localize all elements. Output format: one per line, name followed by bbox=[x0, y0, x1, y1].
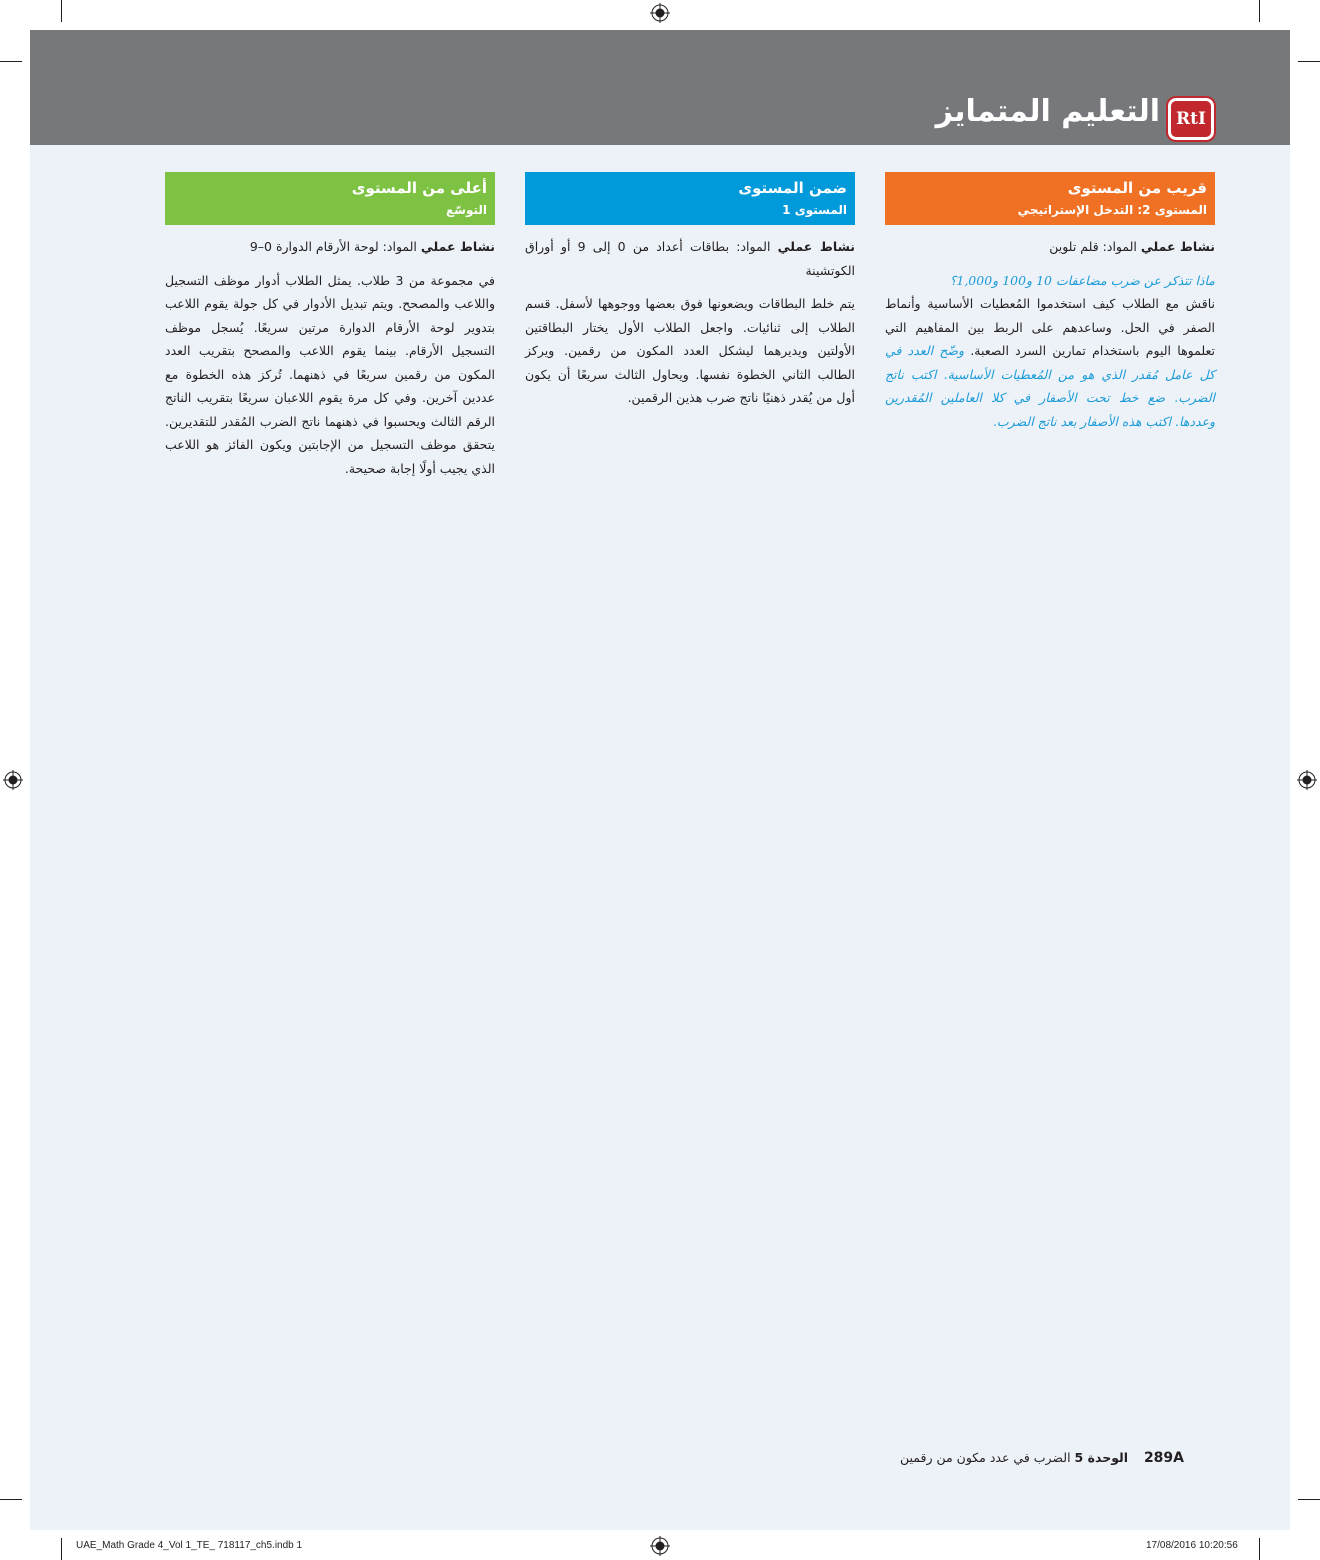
paragraph-blue-text: وضّح العدد في كل عامل مُقدر الذي هو من المُعطيات الأساسية. اكتب ناتج الضرب. ضع خط تحت الأصفار في كلا العاملين المُقدرين وعددها. اكتب هذه الأصفار بعد ناتج الضرب. bbox=[885, 343, 1215, 429]
activity-question: ماذا تتذكر عن ضرب مضاعفات 10 و100 و1,000؟ bbox=[949, 272, 1215, 288]
crop-mark bbox=[1298, 1499, 1320, 1500]
footer-lesson-title: الضرب في عدد مكون من رقمين bbox=[899, 1450, 1071, 1465]
crop-mark bbox=[1259, 0, 1260, 22]
crop-mark bbox=[1298, 61, 1320, 62]
activity-materials: المواد: بطاقات أعداد من 0 إلى 9 أو أوراق الكوتشينة bbox=[525, 239, 855, 278]
slug-file-name: UAE_Math Grade 4_Vol 1_TE_ 718117_ch5.indb 1 bbox=[76, 1540, 303, 1551]
crop-mark bbox=[61, 1538, 62, 1560]
column-header bbox=[525, 172, 855, 225]
crop-mark bbox=[0, 1499, 22, 1500]
registration-mark-icon bbox=[3, 770, 23, 790]
crop-mark bbox=[61, 0, 62, 22]
column-body bbox=[885, 225, 1215, 433]
crop-mark bbox=[1259, 1538, 1260, 1560]
column-beyond-level bbox=[165, 172, 495, 480]
paragraph-text: يتم خلط البطاقات ويضعونها فوق بعضها ووجوهها لأسفل. قسم الطلاب إلى ثنائيات. واجعل الطلاب الأول يختار البطاقتين الأولتين ويديرهما ليشكل العدد المكون من رقمين. ويركز الطالب الثاني الخطوة نفسها. ويحاول الثالث سريعًا أن يكون أول من يُقدر ذهنيًا ناتج ضرب هذين الرقمين. bbox=[525, 296, 855, 405]
column-body bbox=[525, 225, 855, 410]
activity-line bbox=[165, 235, 495, 259]
activity-line bbox=[885, 235, 1215, 259]
activity-paragraph bbox=[525, 292, 855, 410]
document-page bbox=[30, 30, 1290, 1530]
page-footer bbox=[900, 1450, 1184, 1466]
column-subheading: التوسّع bbox=[445, 203, 487, 217]
column-approaching-level bbox=[885, 172, 1215, 433]
column-heading: أعلى من المستوى bbox=[351, 179, 487, 197]
column-header bbox=[885, 172, 1215, 225]
activity-label: نشاط عملي bbox=[777, 239, 855, 254]
activity-line bbox=[525, 235, 855, 282]
activity-materials: المواد: قلم تلوين bbox=[1049, 239, 1137, 254]
activity-label: نشاط عملي bbox=[420, 239, 495, 254]
column-subheading: المستوى 2: التدخل الإستراتيجي bbox=[1017, 203, 1207, 217]
activity-paragraph bbox=[165, 269, 495, 481]
activity-paragraph bbox=[885, 292, 1215, 433]
registration-mark-icon bbox=[650, 3, 670, 23]
registration-mark-icon bbox=[650, 1536, 670, 1556]
column-on-level bbox=[525, 172, 855, 410]
column-body bbox=[165, 225, 495, 480]
page-title: التعليم المتمايز bbox=[935, 94, 1160, 129]
header-band bbox=[30, 30, 1290, 145]
column-subheading: المستوى 1 bbox=[782, 203, 847, 217]
crop-mark bbox=[0, 61, 22, 62]
column-heading: قريب من المستوى bbox=[1067, 179, 1207, 197]
rti-badge: RtI bbox=[1168, 98, 1214, 140]
registration-mark-icon bbox=[1297, 770, 1317, 790]
footer-lesson: الوحدة 5 bbox=[1074, 1450, 1129, 1465]
page-number: 289A bbox=[1143, 1450, 1184, 1466]
activity-materials: المواد: لوحة الأرقام الدوارة 0–9 bbox=[249, 239, 417, 254]
column-heading: ضمن المستوى bbox=[738, 179, 847, 197]
paragraph-text: ناقش مع الطلاب كيف استخدموا المُعطيات الأساسية وأنماط الصفر في الحل. وساعدهم على الربط بين المفاهيم التي تعلموها اليوم باستخدام تمارين السرد الصعبة. bbox=[885, 296, 1215, 358]
activity-label: نشاط عملي bbox=[1140, 239, 1215, 254]
column-header bbox=[165, 172, 495, 225]
slug-timestamp: 17/08/2016 10:20:56 bbox=[1146, 1540, 1238, 1551]
paragraph-text: في مجموعة من 3 طلاب. يمثل الطلاب أدوار موظف التسجيل واللاعب والمصحح. ويتم تبديل الأدوار في كل جولة يقوم اللاعب بتدوير لوحة الأرقام الدوارة مرتين سريعًا. يُسجل موظف التسجيل الأرقام. بينما يقوم اللاعب والمصحح بتقريب العدد المكون من رقمين سريعًا في ذهنهما. تُركز هذه الخطوة مع عددين آخرين. وفي كل مرة يقوم اللاعبان سريعًا بتقريب الناتج الرقم الثالث ويحسبوا في ذهنهما ناتج الضرب المُقدر للتقديرين. يتحقق موظف التسجيل من الإجابتين ويكون الفائز هو اللاعب الذي يجيب أولًا إجابة صحيحة. bbox=[165, 272, 495, 476]
